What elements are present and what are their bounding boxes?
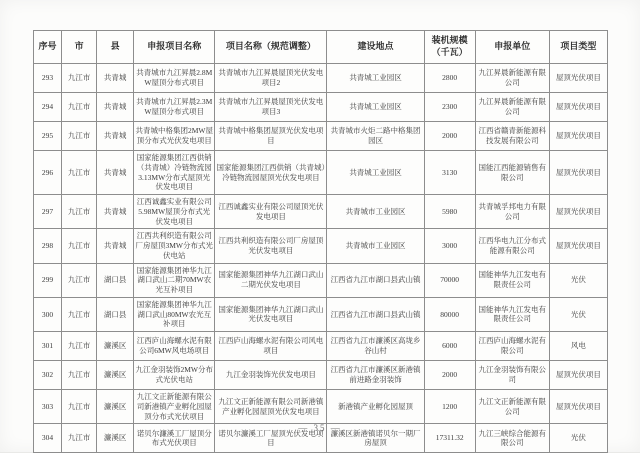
table-row [34, 390, 608, 424]
cell-standard-name: 共青城市九江昇晨屋顶光伏发电项目2 [215, 64, 327, 93]
cell-city: 九江市 [62, 263, 97, 297]
cell-city: 九江市 [62, 195, 97, 229]
cell-location: 江西省九江市濂溪区新港镇前进路金羽装饰 [327, 361, 424, 390]
cell-seq: 293 [34, 64, 62, 93]
cell-applicant: 国能江西能源销售有限公司 [475, 151, 549, 195]
header-cell-standard-name: 项目名称（规范调整） [215, 31, 327, 64]
cell-capacity-kw: 17311.32 [424, 424, 475, 453]
cell-seq: 300 [34, 297, 62, 331]
cell-applicant: 国能神华九江发电有限责任公司 [475, 263, 549, 297]
cell-city: 九江市 [62, 390, 97, 424]
cell-city: 九江市 [62, 361, 97, 390]
cell-standard-name: 共青城市九江昇晨屋顶光伏发电项目3 [215, 93, 327, 122]
cell-county: 共青城 [97, 93, 134, 122]
cell-standard-name: 国家能源集团神华九江湖口武山光伏发电项目 [215, 297, 327, 331]
header-cell-county: 县 [97, 31, 134, 64]
cell-standard-name: 诺贝尔濂溪工厂屋顶光伏发电项目 [215, 424, 327, 453]
cell-seq: 302 [34, 361, 62, 390]
cell-project-type: 光伏 [549, 297, 607, 331]
cell-capacity-kw: 3130 [424, 151, 475, 195]
cell-project-type: 光伏 [549, 263, 607, 297]
header-cell-applicant: 申报单位 [475, 31, 549, 64]
cell-seq: 295 [34, 122, 62, 151]
cell-location: 江西省九江市濂溪区高垅乡谷山村 [327, 332, 424, 361]
cell-location: 濂溪区新港镇诺贝尔一期厂房屋顶 [327, 424, 424, 453]
cell-standard-name: 江西诚鑫实业有限公司屋顶光伏发电项目 [215, 195, 327, 229]
cell-city: 九江市 [62, 424, 97, 453]
cell-capacity-kw: 1200 [424, 390, 475, 424]
table-row [34, 195, 608, 229]
cell-declared-name: 江西庐山海螺水泥有限公司6MW风电场项目 [134, 332, 215, 361]
cell-county: 共青城 [97, 151, 134, 195]
table-row [34, 297, 608, 331]
cell-county: 濂溪区 [97, 361, 134, 390]
cell-county: 共青城 [97, 64, 134, 93]
cell-applicant: 江西华电九江分布式能源有限公司 [475, 229, 549, 263]
table-row [34, 263, 608, 297]
cell-city: 九江市 [62, 332, 97, 361]
cell-standard-name: 国家能源集团江西供销（共青城）冷链物流园屋顶光伏发电项目 [215, 151, 327, 195]
cell-capacity-kw: 2000 [424, 361, 475, 390]
cell-location: 江西省九江市湖口县武山镇 [327, 263, 424, 297]
cell-applicant: 江西庐山海螺水泥有限公司 [475, 332, 549, 361]
cell-standard-name: 国家能源集团神华九江湖口武山二期光伏发电项目 [215, 263, 327, 297]
cell-applicant: 九江金羽装饰有限公司 [475, 361, 549, 390]
cell-standard-name: 共青城中格集团屋顶光伏发电项目 [215, 122, 327, 151]
cell-county: 湖口县 [97, 297, 134, 331]
cell-location: 共青城市工业园区 [327, 229, 424, 263]
cell-seq: 304 [34, 424, 62, 453]
cell-city: 九江市 [62, 151, 97, 195]
cell-standard-name: 江西共利织造有限公司厂房屋顶光伏发电项目 [215, 229, 327, 263]
cell-project-type: 光伏 [549, 424, 607, 453]
cell-project-type: 屋顶光伏项目 [549, 229, 607, 263]
header-cell-project-type: 项目类型 [549, 31, 607, 64]
cell-applicant: 九江文正新能源有限公司 [475, 390, 549, 424]
cell-declared-name: 九江金羽装饰2MW分布式光伏电站 [134, 361, 215, 390]
cell-seq: 299 [34, 263, 62, 297]
cell-seq: 298 [34, 229, 62, 263]
table-row [34, 332, 608, 361]
table-row [34, 122, 608, 151]
cell-applicant: 共青城孚邦电力有限公司 [475, 195, 549, 229]
page-number: — 35 — [298, 423, 342, 433]
cell-capacity-kw: 70000 [424, 263, 475, 297]
cell-capacity-kw: 3000 [424, 229, 475, 263]
table-row [34, 229, 608, 263]
cell-city: 九江市 [62, 229, 97, 263]
cell-city: 九江市 [62, 64, 97, 93]
cell-location: 共青城市工业园区 [327, 195, 424, 229]
cell-county: 湖口县 [97, 263, 134, 297]
cell-location: 新港镇产业孵化园屋顶 [327, 390, 424, 424]
cell-declared-name: 国家能源集团神华九江湖口武山80MW农光互补项目 [134, 297, 215, 331]
cell-seq: 303 [34, 390, 62, 424]
cell-city: 九江市 [62, 297, 97, 331]
cell-county: 濂溪区 [97, 332, 134, 361]
cell-project-type: 屋顶光伏项目 [549, 195, 607, 229]
cell-project-type: 屋顶光伏项目 [549, 64, 607, 93]
project-list-table [33, 30, 608, 453]
cell-capacity-kw: 5980 [424, 195, 475, 229]
header-cell-capacity-kw: 装机规模（千瓦） [424, 31, 475, 64]
cell-location: 共青城工业园区 [327, 64, 424, 93]
cell-location: 江西省九江市湖口县武山镇 [327, 297, 424, 331]
table-body [34, 64, 608, 453]
cell-capacity-kw: 80000 [424, 297, 475, 331]
cell-capacity-kw: 2000 [424, 122, 475, 151]
cell-declared-name: 江西诚鑫实业有限公司5.98MW屋顶分布式光伏发电项目 [134, 195, 215, 229]
cell-declared-name: 诺贝尔濂溪工厂屋顶分布式光伏项目 [134, 424, 215, 453]
cell-seq: 297 [34, 195, 62, 229]
cell-seq: 296 [34, 151, 62, 195]
cell-city: 九江市 [62, 122, 97, 151]
cell-county: 濂溪区 [97, 390, 134, 424]
cell-applicant: 九江三峡综合能源有限公司 [475, 424, 549, 453]
cell-seq: 294 [34, 93, 62, 122]
cell-applicant: 江西省赣青新能源科技发展有限公司 [475, 122, 549, 151]
cell-standard-name: 江西庐山海螺水泥有限公司风电项目 [215, 332, 327, 361]
table-row [34, 93, 608, 122]
table-header-row [34, 31, 608, 64]
cell-capacity-kw: 6000 [424, 332, 475, 361]
cell-city: 九江市 [62, 93, 97, 122]
header-cell-city: 市 [62, 31, 97, 64]
cell-project-type: 屋顶光伏项目 [549, 93, 607, 122]
cell-project-type: 风电 [549, 332, 607, 361]
cell-county: 共青城 [97, 229, 134, 263]
cell-applicant: 九江昇晨新能源有限公司 [475, 64, 549, 93]
header-cell-declared-name: 申报项目名称 [134, 31, 215, 64]
cell-county: 共青城 [97, 195, 134, 229]
cell-declared-name: 共青城市九江昇晨2.8MW屋顶分布式项目 [134, 64, 215, 93]
header-cell-location: 建设地点 [327, 31, 424, 64]
table-row [34, 151, 608, 195]
cell-project-type: 屋顶光伏项目 [549, 361, 607, 390]
cell-declared-name: 共青城市九江昇晨2.3MW屋顶分布式项目 [134, 93, 215, 122]
cell-standard-name: 九江文正新能源有限公司新港镇产业孵化园屋顶光伏发电项目 [215, 390, 327, 424]
cell-location: 共青城工业园区 [327, 151, 424, 195]
cell-location: 共青城工业园区 [327, 93, 424, 122]
cell-declared-name: 九江文正新能源有限公司新港镇产业孵化园屋顶分布式光伏项目 [134, 390, 215, 424]
cell-capacity-kw: 2800 [424, 64, 475, 93]
table-row [34, 361, 608, 390]
cell-applicant: 九江昇晨新能源有限公司 [475, 93, 549, 122]
cell-county: 共青城 [97, 122, 134, 151]
cell-seq: 301 [34, 332, 62, 361]
table-row [34, 64, 608, 93]
cell-project-type: 屋顶光伏项目 [549, 151, 607, 195]
cell-county: 濂溪区 [97, 424, 134, 453]
cell-declared-name: 国家能源集团江西供销（共青城）冷链物流园3.13MW分布式屋顶光伏发电项目 [134, 151, 215, 195]
cell-capacity-kw: 2300 [424, 93, 475, 122]
cell-declared-name: 江西共利织造有限公司厂房屋顶3MW分布式光伏电站 [134, 229, 215, 263]
cell-standard-name: 九江金羽装饰光伏发电项目 [215, 361, 327, 390]
cell-declared-name: 共青城中格集团2MW屋顶分布式光伏发电项目 [134, 122, 215, 151]
cell-project-type: 屋顶光伏项目 [549, 390, 607, 424]
cell-project-type: 屋顶光伏项目 [549, 122, 607, 151]
header-cell-seq: 序号 [34, 31, 62, 64]
cell-declared-name: 国家能源集团神华九江湖口武山二期70MW农光互补项目 [134, 263, 215, 297]
cell-applicant: 国能神华九江发电有限责任公司 [475, 297, 549, 331]
cell-location: 共青城市火炬二路中格集团园区 [327, 122, 424, 151]
